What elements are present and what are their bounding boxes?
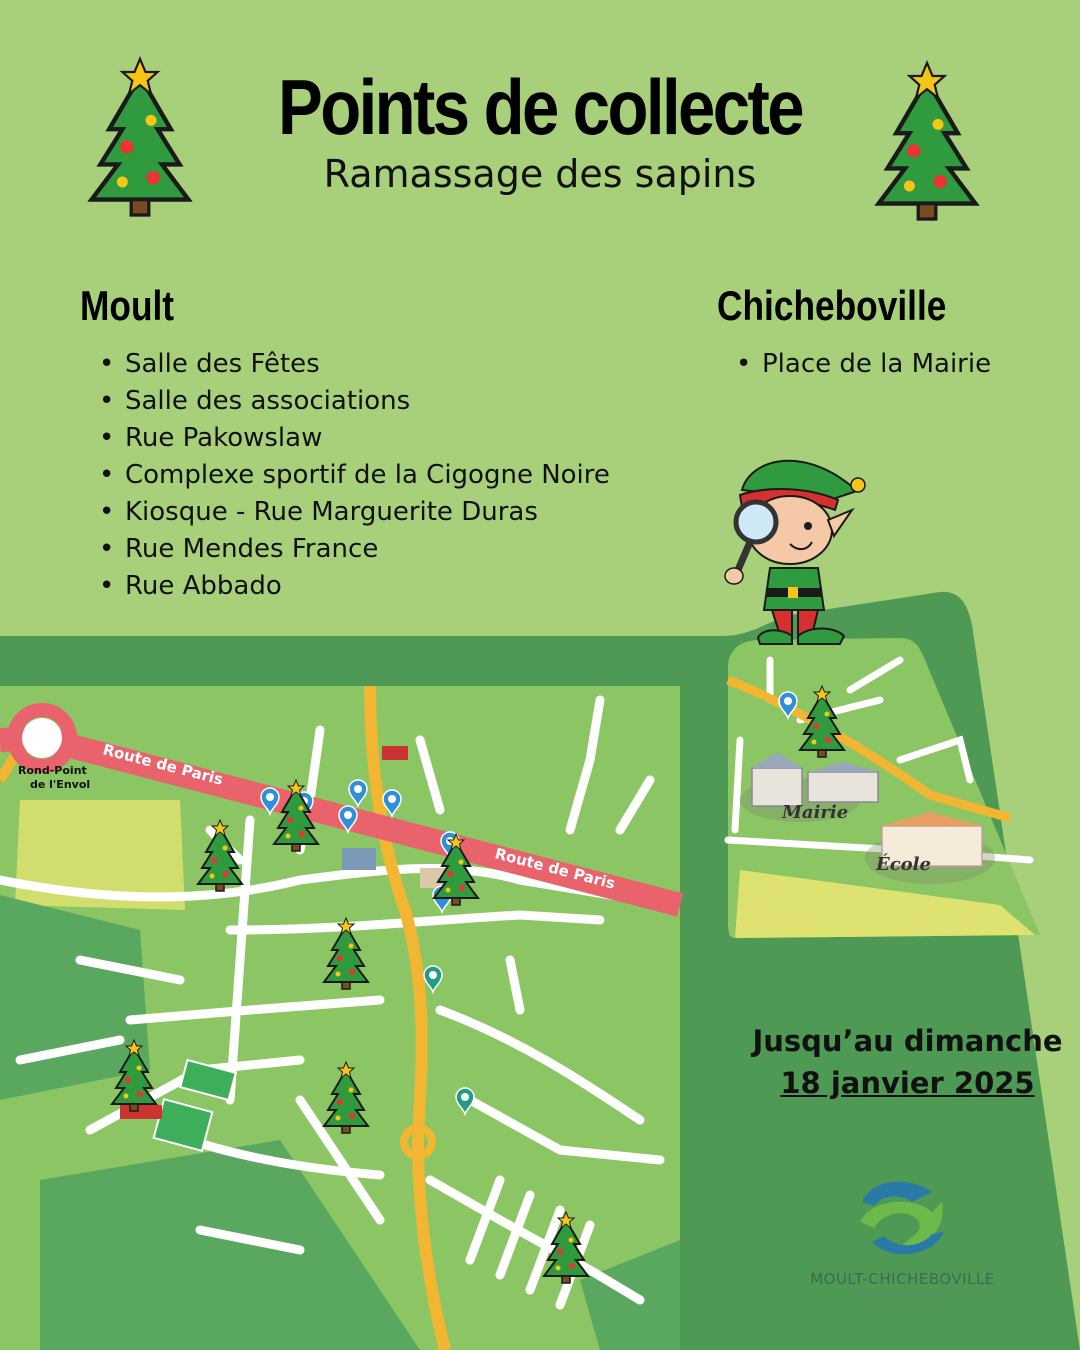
page-title: Points de collecte — [278, 63, 802, 151]
deadline-line1: Jusqu’au dimanche — [752, 1024, 1063, 1058]
list-item: • Place de la Mairie — [762, 346, 991, 383]
logo-text: MOULT-CHICHEBOVILLE — [810, 1270, 995, 1288]
list-item: • Kiosque - Rue Marguerite Duras — [125, 494, 610, 531]
chicheboville-points-list — [718, 346, 991, 383]
road-label-route-de-paris: Route de Paris — [100, 740, 225, 789]
moult-points-list — [81, 346, 610, 605]
section-title-chicheboville: Chicheboville — [717, 282, 947, 329]
list-item: • Salle des Fêtes — [125, 346, 610, 383]
map-label-ecole: École — [876, 854, 931, 875]
roundabout-label-line2: de l'Envol — [30, 778, 91, 791]
list-item: • Salle des associations — [125, 383, 610, 420]
section-title-moult: Moult — [80, 282, 175, 329]
deadline-date: 18 janvier 2025 — [780, 1066, 1035, 1100]
roundabout-label-line1: Rond-Point — [18, 764, 87, 777]
list-item: • Rue Pakowslaw — [125, 420, 610, 457]
list-item: • Rue Mendes France — [125, 531, 610, 568]
logo-divider — [858, 1299, 948, 1300]
moult-map — [0, 686, 680, 1350]
map-label-mairie: Mairie — [782, 802, 849, 823]
list-item: • Rue Abbado — [125, 568, 610, 605]
logo-divider — [858, 1294, 948, 1295]
road-label-route-de-paris-2: Route de Paris — [492, 844, 617, 893]
page-subtitle: Ramassage des sapins — [323, 152, 757, 196]
list-item: • Complexe sportif de la Cigogne Noire — [125, 457, 610, 494]
